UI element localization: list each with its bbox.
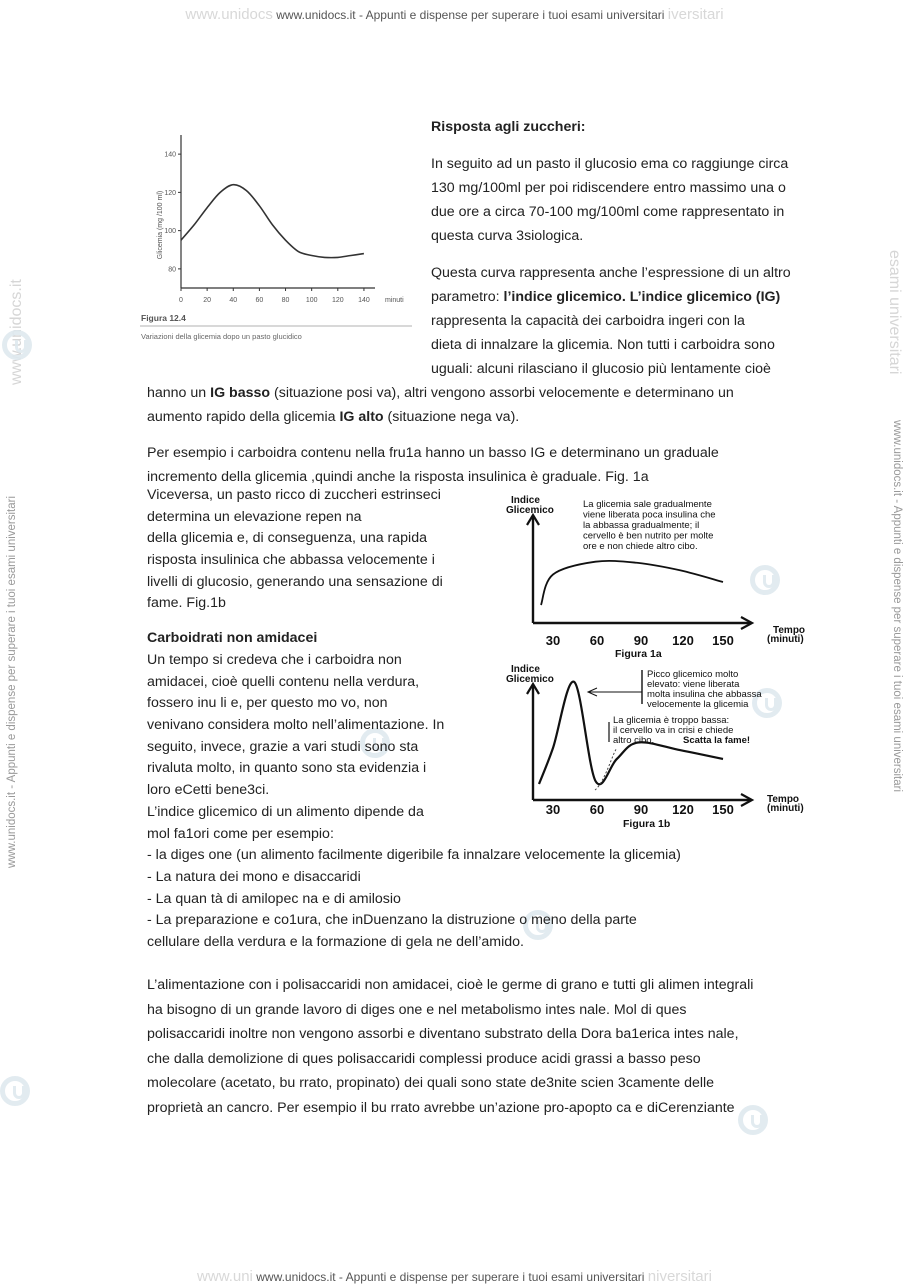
figure-1a-note-line: viene liberata poca insulina che [583, 509, 716, 521]
side-watermark-left: www.unidocs.it - Appunti e dispense per superare i tuoi esami universitari [6, 495, 18, 868]
figure-1b-x-tick-label: 120 [672, 802, 694, 817]
header-ghost-right: iversitari [667, 6, 724, 23]
figure-1a-note-line: la abbassa gradualmente; il [583, 520, 700, 531]
list-item: - La quan tà di amilopec na e di amilosio [147, 890, 401, 907]
watermark-logo-icon [0, 1076, 30, 1106]
footer-text: www.unidocs.it - Appunti e dispense per superare i tuoi esami universitari [256, 1270, 645, 1284]
text-line: Un tempo si credeva che i carboidra non [147, 652, 402, 668]
figure-1a-x-tick-label: 120 [672, 633, 694, 648]
text-fragment: parametro: [431, 289, 504, 305]
text-line [431, 285, 791, 309]
text-line: uguali: alcuni rilasciano il glucosio più lentamente cioè [431, 361, 771, 377]
figure-1b-ylabel-2: Glicemico [506, 674, 554, 685]
text-line: Viceversa, un pasto ricco di zuccheri estrinseci [147, 487, 441, 503]
carboidrati-paragraph [147, 650, 681, 954]
figure-12-4-y-tick-label: 140 [164, 151, 176, 159]
figure-1b-note-mid-line: La glicemia è troppo bassa: [613, 715, 730, 726]
esempio-paragraph [147, 441, 719, 489]
figure-12-4-x-tick-label: 140 [358, 297, 370, 304]
risposta-paragraph [431, 152, 788, 248]
figure-1a-note-line: La glicemia sale gradualmente [583, 499, 712, 510]
figure-1a-x-tick-label: 60 [589, 633, 605, 648]
figure-12-4-y-tick-label: 100 [164, 228, 176, 236]
figure-12-4-x-tick-label: 20 [203, 297, 212, 304]
figure-1b-note-top-line: molta insulina che abbassa [647, 689, 762, 700]
figure-12-4-x-tick-label: 100 [305, 297, 318, 304]
page-header [0, 6, 909, 23]
list-item: - la diges one (un alimento facilmente digeribile fa innalzare velocemente la glicemia) [147, 847, 681, 864]
text-line: rivaluta molto, in quanto sono sta evidenzia i [147, 760, 427, 777]
figure-1b-x-tick-label: 60 [589, 802, 605, 817]
text-line: dieta di innalzare la glicemia. Non tutti i carboidra sono [431, 337, 775, 353]
figure-1b-note-mid-line: il cervello va in crisi e chiede [613, 725, 734, 736]
text-line: ha bisogno di un grande lavoro di diges one e nel metabolismo intes nale. Mol di ques [147, 1001, 687, 1018]
list-item: - La natura dei mono e disaccaridi [147, 868, 361, 885]
text-line [147, 405, 734, 429]
figure-1b-note-mid-line: altro cibo. [613, 735, 655, 746]
figure-1a-ylabel-1: Indice [511, 495, 540, 506]
text-line: amidacei, cioè quelli contenu nella verdura, [147, 673, 420, 690]
side-watermark-right-ghost: esami universitari [886, 250, 903, 375]
figure-1a-caption: Figura 1a [615, 648, 662, 660]
page-footer [0, 1268, 909, 1285]
figure-12-4-x-tick-label: 80 [281, 297, 290, 304]
figure-12-4-y-tick-label: 120 [164, 189, 176, 197]
figure-1a-x-tick-label: 90 [633, 633, 649, 648]
figure-1a-x-tick-label: 150 [712, 633, 734, 648]
figure-1a-ylabel-2: Glicemico [506, 505, 554, 516]
text-line: In seguito ad un pasto il glucosio ema co raggiunge circa [431, 156, 789, 172]
figure-1b-note-top-line: elevato: viene liberata [647, 679, 740, 690]
text-fragment-bold: l’indice glicemico. L’indice glicemico (IG) [503, 289, 781, 305]
text-line: determina un elevazione repen na [147, 508, 362, 525]
heading-carboidrati-text: Carboidrati non amidacei [147, 630, 318, 646]
figure-12-4-x-tick-label: 60 [255, 297, 264, 304]
heading-risposta-text: Risposta agli zuccheri: [431, 119, 586, 135]
header-text: www.unidocs.it - Appunti e dispense per superare i tuoi esami universitari [276, 8, 665, 22]
figure-12-4-caption-text: Variazioni della glicemia dopo un pasto glucidico [141, 332, 302, 341]
text-fragment: (situazione nega va). [383, 409, 520, 425]
text-line: livelli di glucosio, generando una sensazione di [147, 573, 443, 590]
text-line: Per esempio i carboidra contenu nella fru1a hanno un basso IG e determinano un graduale [147, 445, 719, 461]
figure-1a-note-line: ore e non chiede altro cibo. [583, 541, 698, 552]
figure-1b-x-tick-label: 30 [545, 802, 561, 817]
figure-12-4-x-tick-label: 0 [179, 297, 183, 304]
figure-1b-note-mid-bold: Scatta la fame! [683, 735, 751, 746]
text-line: mol fa1ori come per esempio: [147, 825, 334, 842]
ig-paragraph [147, 381, 734, 429]
figure-1b-note-top-line: Picco glicemico molto [647, 669, 739, 680]
text-line: L’alimentazione con i polisaccaridi non amidacei, cioè le germe di grano e tutti gli alimen integrali [147, 977, 754, 993]
text-line: loro eCetti bene3ci. [147, 782, 270, 799]
text-line: polisaccaridi inoltre non vengono assorbi e diventano substrato della Dora ba1erica intes nale, [147, 1026, 739, 1042]
text-fragment-bold: IG alto [339, 409, 384, 425]
text-fragment: aumento rapido della glicemia [147, 409, 340, 425]
figure-1a-x-tick-label: 30 [545, 633, 561, 648]
text-line: 130 mg/100ml per poi ridiscendere entro massimo una o [431, 180, 786, 196]
figure-12-4-curve [181, 185, 364, 258]
figure-12-4-x-unit: minuti [385, 297, 404, 304]
figure-12-4-x-tick-label: 120 [331, 297, 344, 304]
side-watermark-left-ghost: www.unidocs.it [8, 279, 25, 385]
viceversa-paragraph [147, 485, 443, 615]
figure-1a-note-line: cervello è ben nutrito per molte [583, 530, 714, 542]
figure-1a-curve [541, 561, 723, 605]
text-line: risposta insulinica che abbassa velocemente i [147, 552, 435, 569]
figure-12-4-y-tick-label: 80 [168, 266, 176, 274]
text-line: cellulare della verdura e la formazione di gela ne dell’amido. [147, 933, 524, 950]
text-line: proprietà an cancro. Per esempio il bu rrato avrebbe un’azione pro-apopto ca e diCerenziante [147, 1099, 735, 1116]
figure-12-4-ylabel: Glicemia (mg /100 ml) [157, 190, 164, 260]
figure-12-4-x-tick-label: 40 [229, 297, 238, 304]
text-line: fame. Fig.1b [147, 595, 226, 612]
figure-1b-xlabel-2: (minuti) [767, 803, 804, 814]
curva-paragraph [431, 261, 791, 381]
figure-1b-x-tick-label: 150 [712, 802, 734, 817]
figure-1a-xlabel-2: (minuti) [767, 634, 804, 645]
figure-1b-x-tick-label: 90 [633, 802, 649, 817]
text-line: seguito, invece, grazie a vari studi sono sta [147, 738, 419, 755]
alimentazione-paragraph [147, 973, 753, 1120]
side-watermark-right: www.unidocs.it - Appunti e dispense per superare i tuoi esami universitari [891, 420, 903, 793]
text-line: L’indice glicemico di un alimento dipende da [147, 803, 424, 820]
text-fragment-bold: IG basso [210, 385, 271, 401]
text-line: che dalla demolizione di ques polisaccaridi complessi produce acidi grassi a basso peso [147, 1050, 701, 1067]
text-fragment: (situazione posi va), altri vengono assorbi velocemente e determinano un [270, 385, 734, 401]
list-item: - La preparazione e co1ura, che inDuenzano la distruzione o meno della parte [147, 912, 637, 929]
heading-carboidrati [147, 626, 317, 650]
text-fragment: hanno un [147, 385, 211, 401]
header-ghost-left: www.unidocs [185, 6, 273, 23]
text-line: questa curva 3siologica. [431, 228, 584, 244]
figure-1a-xlabel-1: Tempo [773, 625, 806, 636]
text-line: fossero inu li e, per questo mo vo, non [147, 695, 388, 712]
figure-12-4-caption-title: Figura 12.4 [141, 313, 186, 323]
text-line [147, 381, 734, 405]
text-line: Questa curva rappresenta anche l’espressione di un altro [431, 265, 791, 281]
text-line: molecolare (acetato, bu rrato, propinato) dei quali sono state de3nite scien 3camente delle [147, 1075, 715, 1091]
figure-1b-caption: Figura 1b [623, 818, 671, 830]
text-line: della glicemia e, di conseguenza, una rapida [147, 530, 427, 547]
text-line: rappresenta la capacità dei carboidra ingeri con la [431, 313, 745, 329]
text-line: incremento della glicemia ,quindi anche la risposta insulinica è graduale. Fig. 1a [147, 469, 649, 485]
heading-risposta [431, 115, 586, 139]
figure-1b-note-top-line: velocemente la glicemia [647, 699, 749, 710]
figure-1b-ylabel-1: Indice [511, 664, 540, 675]
footer-ghost-left: www.uni [197, 1268, 253, 1285]
figure-1a-chart [505, 493, 825, 663]
figure-1b-xlabel-1: Tempo [767, 794, 800, 805]
text-line: due ore a circa 70-100 mg/100ml come rappresentato in [431, 204, 785, 220]
figure-12-4-chart [140, 125, 420, 350]
text-line: venivano considera molto nell’alimentazione. In [147, 717, 445, 734]
footer-ghost-right: niversitari [647, 1268, 712, 1285]
watermark-logo-icon [2, 330, 32, 360]
